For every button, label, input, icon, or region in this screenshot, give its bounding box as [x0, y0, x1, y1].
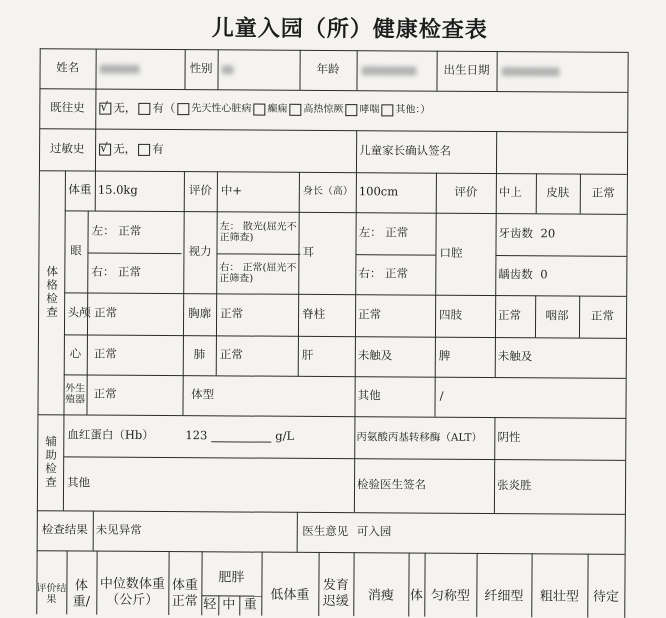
teeth-value: 20 — [540, 226, 556, 241]
name-label: 姓名 — [56, 60, 80, 75]
liver-label: 肝 — [301, 347, 314, 363]
history-label: 既往史 — [50, 100, 85, 115]
spine-label: 脊柱 — [302, 306, 326, 322]
aux-section-label: 辅助检查 — [43, 435, 59, 490]
weight-label: 体重 — [68, 182, 92, 197]
eval-col-normal: 体重正常 — [171, 578, 198, 610]
head-value: 正常 — [94, 305, 118, 320]
name-value — [99, 49, 179, 89]
history-febrile-checkbox[interactable] — [289, 104, 301, 116]
limbs-label: 四肢 — [439, 307, 463, 322]
eye-left-value: 左： 正常 — [91, 223, 142, 238]
eval-col-underweight: 低体重 — [270, 587, 310, 604]
caries-label: 龋齿数 — [498, 267, 533, 282]
ear-left-value: 左： 正常 — [358, 225, 409, 240]
eye-right-value: 右： 正常 — [91, 264, 142, 279]
hb-underline — [211, 431, 271, 442]
eval-col-wasted: 消瘦 — [367, 588, 394, 604]
gender-label: 性别 — [189, 61, 213, 76]
result-label: 检查结果 — [41, 522, 88, 537]
age-value — [361, 50, 431, 90]
history-no-checkbox[interactable]: √ — [99, 103, 111, 115]
height-value: 100cm — [358, 184, 399, 199]
alt-label: 丙氨酸丙基转移酶（ALT） — [356, 430, 483, 444]
skin-value: 正常 — [591, 185, 615, 200]
limbs-value: 正常 — [498, 308, 522, 323]
lung-value: 正常 — [219, 347, 243, 362]
spine-value: 正常 — [358, 307, 382, 322]
result-value: 未见异常 — [95, 522, 142, 537]
allergy-label: 过敏史 — [49, 141, 85, 156]
eval-col-stout: 粗壮型 — [539, 589, 579, 605]
spleen-value: 未触及 — [497, 349, 533, 364]
eval-col-symmetric: 匀称型 — [430, 588, 470, 605]
eval-obese-severe: 重 — [243, 597, 257, 613]
history-options: √ 无， 有（ 先天性心脏病 癫痫 高热惊厥 哮喘 其他：） — [100, 99, 431, 116]
height-label: 身长（高） — [302, 186, 353, 198]
lab-doctor-sign-label: 检验医生签名 — [357, 477, 427, 492]
weight-eval-label: 评价 — [188, 183, 212, 198]
alt-value: 阴性 — [497, 430, 521, 445]
hb-value-field — [185, 415, 353, 458]
genital-label: 外生殖器 — [65, 382, 86, 406]
mouth-label: 口腔 — [439, 245, 463, 260]
parent-sign-label: 儿童家长确认签名 — [359, 143, 452, 158]
heart-value: 正常 — [93, 346, 117, 361]
vision-left-value: 左： 散光(屈光不正筛查) — [219, 220, 297, 244]
allergy-yes-checkbox[interactable] — [138, 144, 150, 156]
spleen-label: 脾 — [438, 348, 451, 363]
eval-obese-moderate: 中 — [222, 597, 236, 613]
eval-result-label: 评价结果 — [36, 582, 67, 606]
weight-eval-value: 中+ — [220, 183, 243, 198]
exam-section-label: 体格检查 — [44, 265, 60, 320]
other-label: 其他 — [357, 388, 381, 403]
history-epilepsy-checkbox[interactable] — [253, 104, 265, 116]
eval-col-median: 中位数体重（公斤） — [99, 577, 165, 608]
form-title: 儿童入园（所）健康检查表 — [211, 15, 488, 43]
allergy-no-checkbox[interactable]: √ — [99, 144, 111, 156]
eval-col-obese: 肥胖 — [218, 570, 245, 586]
ear-right-value: 右： 正常 — [358, 266, 409, 281]
history-yes-checkbox[interactable] — [138, 103, 150, 115]
ear-label: 耳 — [302, 244, 315, 260]
teeth-label: 牙齿数 — [498, 226, 534, 241]
lab-doctor-sign-value: 张炎胜 — [497, 478, 532, 493]
history-asthma-checkbox[interactable] — [345, 104, 357, 116]
head-label: 头颅 — [67, 305, 91, 320]
opinion-value: 可入园 — [356, 524, 392, 539]
body-type-label: 体型 — [191, 387, 215, 402]
history-other-checkbox[interactable] — [381, 104, 393, 116]
chest-value: 正常 — [220, 306, 244, 321]
hb-unit: g/L — [275, 428, 295, 443]
throat-label: 咽部 — [545, 308, 569, 323]
vision-label: 视力 — [188, 244, 212, 259]
eval-obese-mild: 轻 — [203, 597, 217, 613]
eval-col-body: 体 — [409, 588, 423, 604]
heart-label: 心 — [69, 346, 82, 361]
genital-value: 正常 — [93, 386, 117, 401]
weight-value: 15.0kg — [97, 182, 138, 197]
eval-col-slender: 纤细型 — [484, 589, 524, 605]
history-heart-checkbox[interactable] — [177, 103, 189, 115]
hb-value: 123 — [185, 428, 208, 443]
gender-value — [221, 49, 291, 89]
age-label: 年龄 — [316, 62, 340, 77]
eval-col-stunted: 发育迟缓 — [322, 578, 349, 610]
chest-label: 胸廓 — [188, 306, 212, 321]
eye-label: 眼 — [70, 243, 82, 258]
other-value: / — [439, 388, 444, 403]
throat-value: 正常 — [591, 308, 615, 323]
skin-label: 皮肤 — [546, 185, 570, 200]
height-eval-label: 评价 — [454, 184, 478, 200]
dob-value — [501, 51, 621, 92]
lung-label: 肺 — [193, 347, 206, 362]
aux-other-label: 其他 — [67, 475, 91, 490]
dob-label: 出生日期 — [443, 62, 490, 78]
eval-col-weight: 体重/ — [72, 578, 91, 610]
liver-value: 未触及 — [357, 348, 393, 363]
caries-value: 0 — [540, 267, 548, 282]
allergy-options: √ 无， 有 — [100, 140, 164, 157]
height-eval-value: 中上 — [498, 185, 522, 200]
vision-right-value: 右： 正常(屈光不正筛查) — [219, 261, 297, 285]
hb-label: 血红蛋白（Hb） — [67, 427, 154, 443]
opinion-label: 医生意见 — [302, 523, 349, 539]
eval-col-pending: 待定 — [592, 589, 619, 605]
